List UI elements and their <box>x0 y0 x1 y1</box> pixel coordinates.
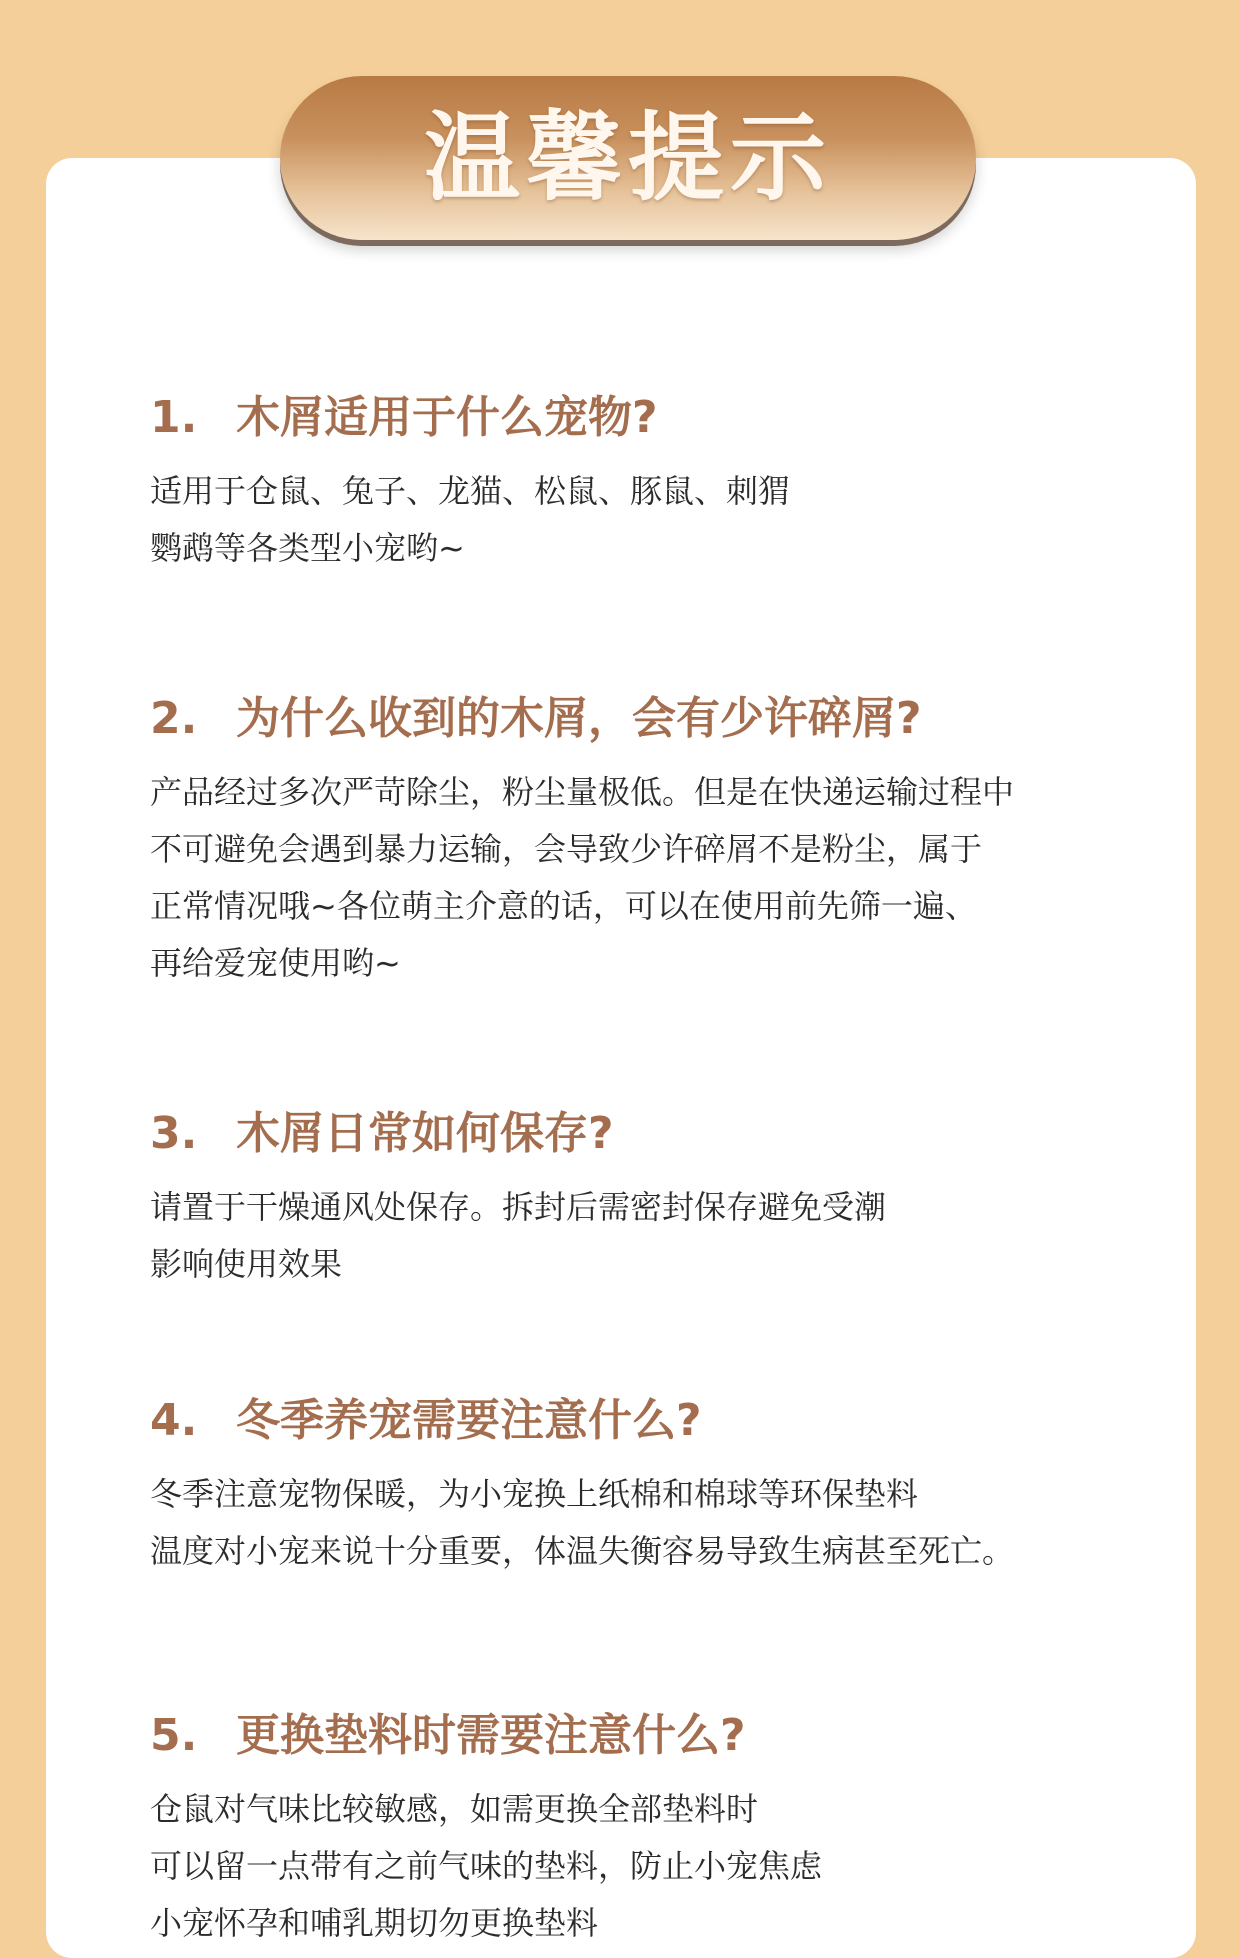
question-text: 木屑适用于什么宠物? <box>236 392 658 443</box>
question-number: 1. <box>150 392 198 443</box>
answer-line: 影响使用效果 <box>150 1244 343 1283</box>
answer-line: 不可避免会遇到暴力运输，会导致少许碎屑不是粉尘，属于 <box>150 829 983 868</box>
faq-item <box>150 1710 1110 1952</box>
faq-answer <box>150 1466 1110 1580</box>
title-banner <box>280 76 976 240</box>
answer-line: 产品经过多次严苛除尘，粉尘量极低。但是在快递运输过程中 <box>150 772 1015 811</box>
question-number: 5. <box>150 1710 198 1761</box>
faq-answer <box>150 764 1110 992</box>
page-title: 温馨提示 <box>424 102 832 214</box>
answer-line: 小宠怀孕和哺乳期切勿更换垫料 <box>150 1903 599 1942</box>
question-text: 为什么收到的木屑，会有少许碎屑? <box>236 693 922 744</box>
faq-question <box>150 693 1110 746</box>
answer-line: 冬季注意宠物保暖，为小宠换上纸棉和棉球等环保垫料 <box>150 1474 919 1513</box>
answer-line: 温度对小宠来说十分重要，体温失衡容易导致生病甚至死亡。 <box>150 1531 1015 1570</box>
faq-question <box>150 1710 1110 1763</box>
answer-line: 适用于仓鼠、兔子、龙猫、松鼠、豚鼠、刺猬 <box>150 471 791 510</box>
answer-line: 仓鼠对气味比较敏感，如需更换全部垫料时 <box>150 1789 759 1828</box>
faq-item <box>150 392 1110 577</box>
question-number: 3. <box>150 1108 198 1159</box>
question-text: 木屑日常如何保存? <box>236 1108 614 1159</box>
question-text: 更换垫料时需要注意什么? <box>236 1710 746 1761</box>
answer-line: 正常情况哦~各位萌主介意的话，可以在使用前先筛一遍、 <box>150 886 977 925</box>
faq-answer <box>150 1179 1110 1293</box>
faq-question <box>150 1395 1110 1448</box>
answer-line: 再给爱宠使用哟~ <box>150 943 401 982</box>
faq-item <box>150 1108 1110 1293</box>
faq-answer <box>150 463 1110 577</box>
answer-line: 可以留一点带有之前气味的垫料，防止小宠焦虑 <box>150 1846 823 1885</box>
faq-question <box>150 392 1110 445</box>
answer-line: 鹦鹉等各类型小宠哟~ <box>150 528 465 567</box>
faq-answer <box>150 1781 1110 1952</box>
faq-item <box>150 693 1110 992</box>
faq-item <box>150 1395 1110 1580</box>
question-number: 4. <box>150 1395 198 1446</box>
question-text: 冬季养宠需要注意什么? <box>236 1395 702 1446</box>
faq-question <box>150 1108 1110 1161</box>
answer-line: 请置于干燥通风处保存。拆封后需密封保存避免受潮 <box>150 1187 887 1226</box>
question-number: 2. <box>150 693 198 744</box>
